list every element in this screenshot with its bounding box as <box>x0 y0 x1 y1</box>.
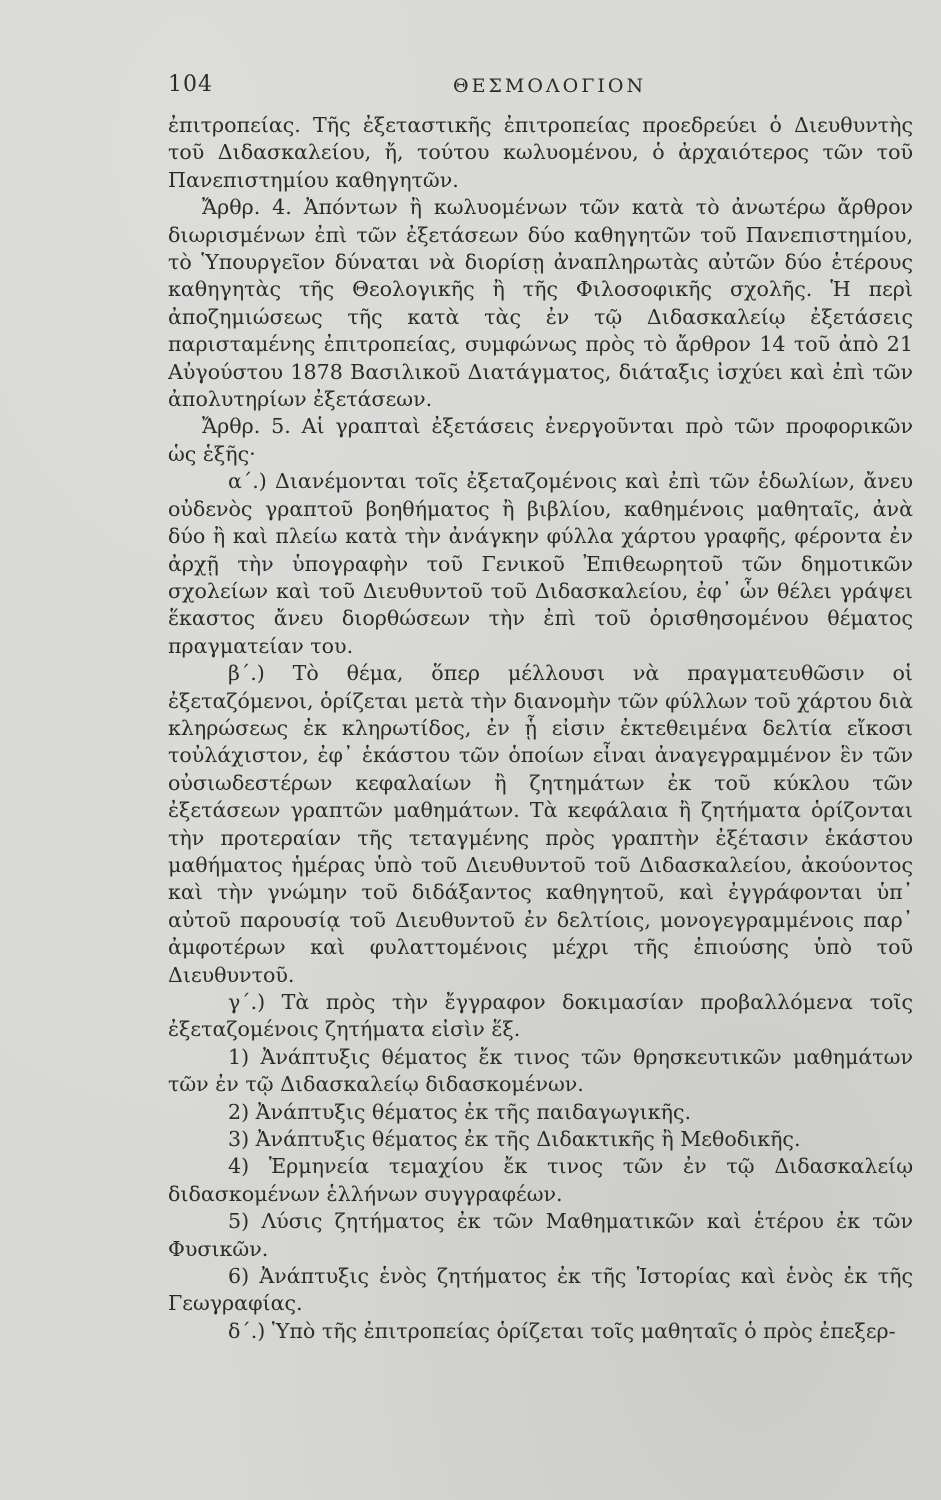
list-item-4: 4) Ἑρμηνεία τεμαχίου ἔκ τινος τῶν ἐν τῷ Διδασκαλείῳ διδασκομένων ἑλλήνων συγγραφέων. <box>168 1154 913 1206</box>
list-item-1: 1) Ἀνάπτυξις θέματος ἔκ τινος τῶν θρησκευτικῶν μαθημάτων τῶν ἐν τῷ Διδασκαλείῳ διδασκομένων. <box>168 1044 913 1097</box>
paragraph-clause-a: α΄.) Διανέμονται τοῖς ἐξεταζομένοις καὶ ἐπὶ τῶν ἑδωλίων, ἄνευ οὐδενὸς γραπτοῦ βοηθήματος ἢ βιβλίου, καθημένοις μαθηταῖς, ἀνὰ δύο ἢ καὶ πλείω κατὰ τὴν ἀνάγκην φύλλα χάρτου γραφῆς, φέροντα ἐν ἀρχῇ τὴν ὑπογραφὴν τοῦ Γενικοῦ Ἐπιθεωρητοῦ τῶν δημοτικῶν σχολείων καὶ τοῦ Διευθυντοῦ τοῦ Διδασκαλείου, ἐφ᾿ ὧν θέλει γράψει ἕκαστος ἄνευ διορθώσεων τὴν ἐπὶ τοῦ ὁρισθησομένου θέματος πραγματείαν του. <box>168 469 913 658</box>
paragraph-committee-chair: ἐπιτροπείας. Τῆς ἐξεταστικῆς ἐπιτροπείας προεδρεύει ὁ Διευθυντὴς τοῦ Διδασκαλείου, ἤ, τούτου κωλυομένου, ὁ ἀρχαιότερος τῶν τοῦ Πανεπιστημίου καθηγητῶν. <box>168 113 913 192</box>
body-text <box>168 112 913 1345</box>
list-item-6: 6) Ἀνάπτυξις ἑνὸς ζητήματος ἐκ τῆς Ἱστορίας καὶ ἑνὸς ἐκ τῆς Γεωγραφίας. <box>168 1264 913 1316</box>
paragraph-article-5: Ἄρθρ. 5. Αἱ γραπταὶ ἐξετάσεις ἐνεργοῦνται πρὸ τῶν προφορικῶν ὡς ἑξῆς· <box>168 414 913 466</box>
paragraph-article-4: Ἄρθρ. 4. Ἀπόντων ἢ κωλυομένων τῶν κατὰ τὸ ἀνωτέρω ἄρθρον διωρισμένων ἐπὶ τῶν ἐξετάσεων δύο καθηγητῶν τοῦ Πανεπιστημίου, τὸ Ὑπουργεῖον δύναται νὰ διορίσῃ ἀναπληρωτὰς αὐτῶν δύο ἑτέρους καθηγητὰς τῆς Θεολογικῆς ἢ τῆς Φιλοσοφικῆς σχολῆς. Ἡ περὶ ἀποζημιώσεως τῆς κατὰ τὰς ἐν τῷ Διδασκαλείῳ ἐξετάσεις παρισταμένης ἐπιτροπείας, συμφώνως πρὸς τὸ ἄρθρον 14 τοῦ ἀπὸ 21 Αὐγούστου 1878 Βασιλικοῦ Διατάγματος, διάταξις ἰσχύει καὶ ἐπὶ τῶν ἀπολυτηρίων ἐξετάσεων. <box>168 195 913 412</box>
paragraph-clause-d: δ΄.) Ὑπὸ τῆς ἐπιτροπείας ὁρίζεται τοῖς μαθηταῖς ὁ πρὸς ἐπεξερ- <box>228 1318 896 1343</box>
list-item-3: 3) Ἀνάπτυξις θέματος ἐκ τῆς Διδακτικῆς ἢ Μεθοδικῆς. <box>228 1127 801 1152</box>
list-item-5: 5) Λύσις ζητήματος ἐκ τῶν Μαθηματικῶν καὶ ἑτέρου ἐκ τῶν Φυσικῶν. <box>168 1209 913 1261</box>
paragraph-clause-b: β΄.) Τὸ θέμα, ὅπερ μέλλουσι νὰ πραγματευθῶσιν οἱ ἐξεταζόμενοι, ὁρίζεται μετὰ τὴν διανομὴν τῶν φύλλων τοῦ χάρτου διὰ κληρώσεως ἐκ κληρωτίδος, ἐν ᾗ εἰσιν ἐκτεθειμένα δελτία εἴκοσι τοὐλάχιστον, ἐφ᾿ ἑκάστου τῶν ὁποίων εἶναι ἀναγεγραμμένον ἓν τῶν οὐσιωδεστέρων κεφαλαίων ἢ ζητημάτων ἐκ τοῦ κύκλου τῶν ἐξετάσεων γραπτῶν μαθημάτων. Τὰ κεφάλαια ἢ ζητήματα ὁρίζονται τὴν προτεραίαν τῆς τεταγμένης πρὸς γραπτὴν ἐξέτασιν ἑκάστου μαθήματος ἡμέρας ὑπὸ τοῦ Διευθυντοῦ τοῦ Διδασκαλείου, ἀκούοντος καὶ τὴν γνώμην τοῦ διδάξαντος καθηγητοῦ, καὶ ἐγγράφονται ὑπ᾿ αὐτοῦ παρουσίᾳ τοῦ Διευθυντοῦ ἐν δελτίοις, μονογεγραμμένοις παρ᾿ ἀμφοτέρων καὶ φυλαττομένοις μέχρι τῆς ἐπιούσης ὑπὸ τοῦ Διευθυντοῦ. <box>168 661 913 987</box>
running-title: ΘΕΣΜΟΛΟΓΙΟΝ <box>453 75 647 97</box>
paragraph-clause-c: γ΄.) Τὰ πρὸς τὴν ἔγγραφον δοκιμασίαν προβαλλόμενα τοῖς ἐξεταζομένοις ζητήματα εἰσὶν ἕξ. <box>168 990 913 1042</box>
page-number: 104 <box>168 72 213 97</box>
page-header <box>168 72 913 106</box>
list-item-2: 2) Ἀνάπτυξις θέματος ἐκ τῆς παιδαγωγικῆς. <box>228 1099 692 1124</box>
